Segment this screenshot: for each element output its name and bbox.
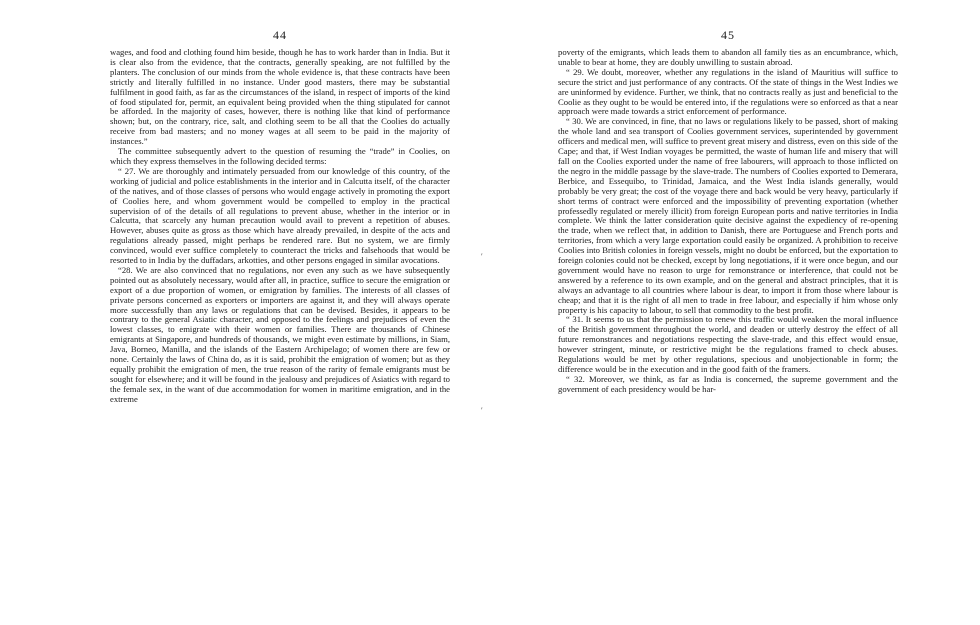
paragraph: “ 31. It seems to us that the permission to renew this traffic would weaken the moral influence of the British government throughout the world, and deaden or utterly destroy the effect of all future remonstrances and negotiations respecting the slave-trade, and this effect would ensue, however stringent, minute, or restrictive might be the regulations framed to check abuses. Regulations would be met by other regulations, specious and unobjectionable in form; the difference would be in the execution and in the good faith of the framers. — [558, 314, 898, 374]
gutter-tick-mark: ′ — [481, 252, 483, 261]
page-body — [110, 48, 450, 405]
gutter-tick-mark: ′ — [481, 406, 483, 415]
paragraph: “28. We are also convinced that no regulations, nor even any such as we have subsequently pointed out as absolutely necessary, would after all, in practice, suffice to secure the emigration or export of a due proportion of women, or emigration by families. The interests of all classes of private persons concerned as exporters or importers are against it, and they will always operate more successfully than any laws or regulations that can be devised. Besides, it appears to be contrary to the general Asiatic character, and opposed to the feelings and prejudices of even the lowest classes, to emigrate with their women or families. There are thousands of Chinese emigrants at Singapore, and hundreds of thousands, we might even estimate by millions, in Siam, Java, Borneo, Manilla, and the islands of the Eastern Archipelago; of women there are few or none. Certainly the laws of China do, as it is said, prohibit the emigration of women; but as they equally prohibit the emigration of men, the true reason of the rarity of female emigrants must be sought for elsewhere; and it will be found in the jealousy and prejudices of Asiatics with regard to the female sex, in the want of due accommodation for women in maritime emigration, and in the extreme — [110, 264, 450, 404]
page-number: 44 — [273, 28, 287, 42]
paragraph: “ 27. We are thoroughly and intimately persuaded from our knowledge of this country, of the working of judicial and police establishments in the interior and in Calcutta itself, of the character of the natives, and of those classes of persons who would engage actively in promoting the export of Coolies here, and whom government would be compelled to employ in the practical supervision of of the details of all regulations to prevent abuse, whether in the interior or in Calcutta, that scarcely any human precaution would avail to prevent a repetition of abuses. However, abuses quite as gross as those which have already prevailed, in despite of the acts and regulations already passed, might perhaps be rendered rare. But no system, we are firmly convinced, would ever suffice completely to counteract the tricks and falsehoods that would be resorted to in India by the duffadars, arkotties, and other persons engaged in similar avocations. — [110, 165, 450, 266]
left-page — [110, 26, 450, 405]
paragraph: “ 29. We doubt, moreover, whether any regulations in the island of Mauritius will suffice to secure the strict and just performance of any contracts. Of the state of things in the West Indies we are uninformed by evidence. Further, we think, that no contracts really as just and beneficial to the Coolie as they ought to be would be entered into, if the regulations were so enforced as that a near approach were made towards a strict enforcement of performance. — [558, 66, 898, 117]
paragraph: The committee subsequently advert to the question of resuming the “trade” in Coolies, on which they express themselves in the following decided terms: — [110, 146, 450, 166]
paragraph: “ 32. Moreover, we think, as far as India is concerned, the supreme government and the government of each presidency would be har- — [558, 373, 898, 394]
right-page — [558, 26, 898, 395]
page-number: 45 — [721, 28, 735, 42]
paragraph: “ 30. We are convinced, in fine, that no laws or regulations likely to be passed, short of making the whole land and sea transport of Coolies government services, superintended by government officers and medical men, will suffice to prevent great misery and distress, even on this side of the Cape; and that, if West Indian voyages be permitted, the waste of human life and misery that will fall on the Coolies exported under the name of free labourers, will approach to those inflicted on the negro in the middle passage by the slave-trade. The numbers of Coolies exported to Demerara, Berbice, and Essequibo, to Trinidad, Jamaica, and the West India islands generally, would probably be very great; the cost of the voyage there and back would be very heavy, particularly if short terms of contract were enforced and the impossibility of preventing exportation (whether professedly regulated or merely illicit) from foreign European ports and native territories in India complete. We think the latter consideration quite decisive against the expediency of re-opening the trade, when we reflect that, in addition to Danish, there are Portuguese and French ports and territories, from which a very large exportation could easily be organized. A prohibition to receive Coolies into British colonies in foreign vessels, might no doubt be enforced, but the exportation to foreign colonies could not be checked, except by long negotiations, if it were once begun, and our government would have no reason to urge for remonstrance or interference, that could not be answered by a reference to its own example, and on the general and abstract principles, that it is always an advantage to all countries where labour is dear, to import it from those where labour is cheap; and that it is the right of all men to trade in free labour, and especially if him whose only property is his capacity to labour, to sell that commodity to the best profit. — [558, 116, 898, 315]
page-body — [558, 48, 898, 395]
paragraph: poverty of the emigrants, which leads them to abandon all family ties as an encumbrance, which, unable to bear at home, they are doubly unwilling to sustain abroad. — [558, 47, 898, 67]
paragraph: wages, and food and clothing found him beside, though he has to work harder than in India. But it is clear also from the evidence, that the contracts, generally speaking, are not fulfilled by the planters. The conclusion of our minds from the whole evidence is, that these contracts have been strictly and literally fulfilled in no instance. Under good masters, there may be substantial fulfilment in good faith, as far as the circumstances of the island, in respect of imports of the kind of food stipulated for, permit, an equivalent being provided when the thing stipulated for cannot be afforded. In the majority of cases, however, there is nothing like that kind of performance shown; but, on the contrary, rice, salt, and clothing seem to be all that the Coolies do actually receive from bad masters; and no money wages at all seem to be paid in the majority of instances.” — [110, 47, 450, 147]
